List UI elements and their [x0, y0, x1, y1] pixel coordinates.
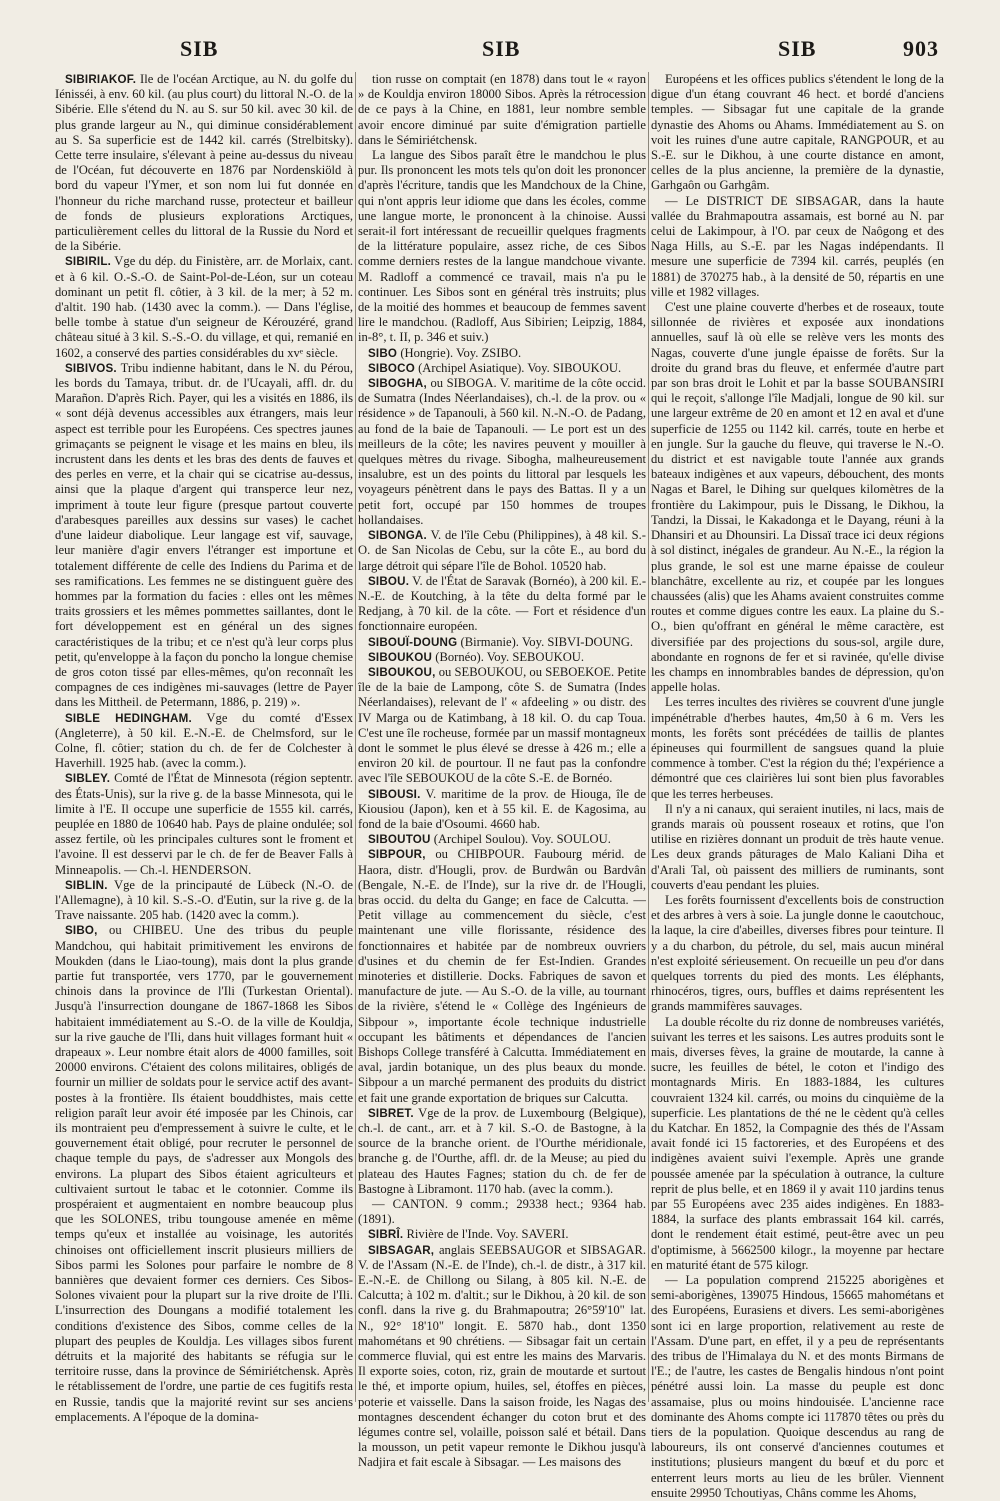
entry-text: Vge de la principauté de Lübeck (N.-O. de l'Allemagne), à 10 kil. S.-S.-O. d'Eutin, sur la rive g. de la Trave naissante. 205 hab. (1420 avec la comm.). [55, 877, 354, 923]
entry-text: anglais SEEBSAUGOR et SIBSAGAR. V. de l'Assam (N.-E. de l'Inde), ch.-l. de distr., à 317 kil. E.-N.-E. de Chillong ou Silang, à 805 kil. N.-E. de Calcutta; à 102 m. d'altit.; sur le Dikhou, à 20 kil. de son confl. dans la rive g. du Brahmapoutra; 26°59'10" lat. N., 92° 18'10" longit. E. 5870 hab., dont 1350 mahométans et 90 chrétiens. — Sibsagar fait un certain commerce fluvial, qui est entre les mains des Marvaris. Il exporte soies, coton, riz, grain de moutarde et surtout le thé, et importe opium, huiles, sel, étoffes en pièces, poterie et vaisselle. Dans la saison froide, les Nagas des montagnes descendent échanger du coton brut et des légumes contre sel, volaille, poisson salé et bétail. Dans la mousson, un petit vapeur remonte le Dikhou jusqu'à Nadjira et fait escale à Sibsagar. — Les maisons des [358, 1242, 646, 1470]
dictionary-entry [358, 1227, 646, 1242]
dictionary-entry [55, 711, 353, 772]
dictionary-entry [358, 650, 646, 665]
entry-text: ou SEBOUKOU, ou SEBOEKOE. Petite île de la baie de Lampong, côte S. de Sumatra (Indes Néerlandaises), relevant de l' « afdeeling » ou distr. des IV Marga ou de Katimbang, à 18 kil. O. du cap Toua. C'est une île rocheuse, formée par un massif montagneux dont le sommet le plus élevé se dresse à 426 m.; elle a environ 20 kil. de pourtour. Il ne faut pas la confondre avec l'île SEBOUKOU de la côte S.-E. de Bornéo. [358, 664, 646, 786]
entry-text: Vge du dép. du Finistère, arr. de Morlaix, cant. et à 6 kil. O.-S.-O. de Saint-Pol-de-Léon, sur un coteau dominant un petit fl. côtier, à 3 kil. de la mer; à 52 m. d'altit. 190 hab. (1430 avec la comm.). — Dans l'église, belle tombe à statue d'un seigneur de Kérouzéré, grand château situé à 3 kil. S.-S.-O. du village, et qui, remanié en 1602, a conservé des parties considérables du xvᵉ siècle. [55, 254, 353, 360]
entry-text: Les forêts fournissent d'excellents bois de construction et des arbres à vers à soie. La jungle donne le caoutchouc, la laque, la cire d'abeilles, diverses fibres pour teinture. Il y a du charbon, du pétrole, du sel, mais aucun minéral n'est exploité sérieusement. On recueille un peu d'or dans quelques torrents du pied des monts. Les éléphants, rhinocéros, tigres, ours, buffles et daims représentent les grands mammifères sauvages. [651, 892, 944, 1014]
entry-headword: SIBSAGAR, [368, 1243, 435, 1257]
dictionary-entry [358, 148, 646, 346]
column-3 [651, 72, 944, 1500]
dictionary-entry [358, 1197, 646, 1227]
dictionary-entry [55, 771, 353, 877]
entry-headword: SIBOUKOU [368, 650, 433, 664]
dictionary-entry [651, 1015, 944, 1273]
running-head-center: SIB [482, 36, 521, 61]
entry-headword: SIBRET. [368, 1106, 414, 1120]
dictionary-entry [358, 847, 646, 1105]
entry-headword: SIBOUSI. [368, 787, 421, 801]
dictionary-entry [55, 254, 353, 360]
entry-headword: SIBLIN. [65, 878, 108, 892]
entry-text: — CANTON. 9 comm.; 29338 hect.; 9364 hab. (1891). [358, 1197, 646, 1227]
dictionary-entry [651, 695, 944, 801]
dictionary-entry [358, 635, 646, 650]
entry-text: Tribu indienne habitant, dans le N. du Pérou, les bords du Tamaya, tribut. dr. de l'Ucayali, affl. dr. du Marañon. D'après Rich. Payer, qui les a visités en 1886, ils « sont déjà devenus accessibles aux étrangers, mais leur aspect est terrible pour les Européens. Ces spectres jaunes grimaçants se peignent le visage et les mains en bleu, ils incrustent dans les dents et les bras des dents de fauves et des perles en verre, et la chair qui se cicatrise au-dessus, ainsi que la plaque d'argent qui transperce leur nez, impriment à toute leur figure (presque partout couverte d'arabesques pareilles aux dessins sur vases) le cachet d'une laideur diabolique. Leur langage est vif, sauvage, leur manière d'agir envers l'étranger est importune et totalement différente de celle des Indiens du Parima et de ses ramifications. Les femmes ne se distinguent guère des hommes par la formation du facies : elles ont les mêmes traits grossiers et les mêmes pommettes saillantes, dont le fort développement est en général un des signes caractéristiques de la tribu; et ce n'est qu'à leur corps plus petit, qu'enveloppe à la façon du poncho la longue chemise de gros coton tissé par elles-mêmes, qu'on reconnaît les compagnes de ces indigènes mi-sauvages (lettre de Payer dans les Mittheil. de Petermann, 1886, p. 219) ». [55, 360, 354, 710]
entry-headword: SIBOCO [368, 361, 415, 375]
entry-text: (Bornéo). Voy. SEBOUKOU. [435, 649, 585, 664]
dictionary-entry [358, 665, 646, 787]
dictionary-entry [358, 376, 646, 528]
entry-text: Il n'y a ni canaux, qui seraient inutiles, ni lacs, mais de grands marais où poussent roseaux et rotins, que l'on utilise en rizières donnant un produit de très haute venue. Les deux grands pâturages de Malo Kaliani Diha et d'Arali Tal, où paissent des milliers de ruminants, sont couverts d'eau pendant les pluies. [651, 801, 944, 892]
dictionary-entry [55, 878, 353, 924]
entry-text: ou CHIBEU. Une des tribus du peuple Mandchou, qui habitait primitivement les environs de Moukden (dans le Liao-toung), mais dont la plus grande partie fut transportée, vers 1770, par le gouvernement chinois dans la province de l'Ili (Turkestan Oriental). Jusqu'à l'insurrection doungane de 1867-1868 les Sibos habitaient immédiatement au S.-O. de la ville de Kouldja, sur la rive gauche de l'Ili, dans huit villages formant huit « drapeaux ». Leur nombre était alors de 4000 familles, soit 20000 environs. C'étaient des colons militaires, obligés de fournir un millier de soldats pour le service actif des avant-postes à la frontière. Ils étaient bouddhistes, mais cette religion paraît leur avoir été imposée par les Chinois, car ils montraient peu d'empressement à suivre le culte, et le gouvernement était obligé, pour recruter le personnel de chaque temple du pays, de s'adresser aux Mongols des environs. La plupart des Sibos étaient agriculteurs et cultivaient surtout le tabac et le cotonnier. Comme ils prospéraient et augmentaient en nombre beaucoup plus que les SOLONES, tribu toungouse amenée en même temps qu'eux et installée au voisinage, les autorités chinoises ont officiellement inscrit plusieurs milliers de Sibos parmi les Solones pour parfaire le nombre de 8 bannières que devaient former ces derniers. Ces Sibos-Solones vivaient pour la plupart sur la rive droite de l'Ili. L'insurrection des Doungans a modifié totalement les conditions d'existence des Sibos, comme celles de la plupart des peuples de Kouldja. Les villages sibos furent détruits et la majorité des habitants se réfugia sur le territoire russe, dans la province de Sémiriétchensk. Après le rétablissement de l'ordre, une partie de ces fugitifs resta en Russie, tandis que la majorité revint sur ses anciens emplacements. A l'époque de la domina- [55, 923, 353, 1424]
column-1 [55, 72, 354, 1424]
entry-text: Les terres incultes des rivières se couvrent d'une jungle impénétrable d'herbes hautes, 4m,50 à 6 m. Vers les monts, les forêts sont précédées de taillis de plantes épineuses qui fourmillent de sangsues quand la pluie commence à tomber. C'est la région du thé; l'expérience a démontré que ces clairières lui sont bien plus favorables que les terres herbeuses. [651, 695, 944, 801]
entry-headword: SIBOUKOU, [368, 665, 436, 679]
entry-text: La double récolte du riz donne de nombreuses variétés, suivant les terres et les saisons. Les autres produits sont le mais, diverses fèves, la graine de moutarde, la canne à sucre, les feuilles de bétel, le coton et l'indigo des montagnards Miris. En 1883-1884, les cultures couvraient 1324 kil. carrés, ou moins du cinquième de la superficie. Les plantations de thé ne le cèdent qu'à celles du Katchar. En 1852, la Compagnie des thés de l'Assam avait fondé ici 15 factoreries, et des Européens et des indigènes avaient suivi l'exemple. Après une grande poussée amenée par la spéculation à outrance, la culture reprit de plus belle, et en 1869 il y avait 110 jardins tenus par 55 Européens avec 235 aides indigènes. En 1883-1884, la surface des plants embrassait 164 kil. carrés, dont le rendement était estimé, peut-être avec un peu d'optimisme, à 5662500 kilogr., la moyenne par hectare en maturité étant de 575 kilogr. [651, 1014, 944, 1272]
entry-text: Vge du comté d'Essex (Angleterre), à 50 kil. E.-N.-E. de Chelmsford, sur le Colne, fl. côtier; station du ch. de fer de Colchester à Haverhill. 1925 hab. (avec la comm.). [55, 710, 353, 771]
entry-text: ou SIBOGA. V. maritime de la côte occid. de Sumatra (Indes Néerlandaises), ch.-l. de la prov. ou « résidence » de Tapanouli, à 560 kil. N.-N.-O. de Padang, au fond de la baie de Tapanouli. — Le port est un des meilleurs de la côte; les navires peuvent y mouiller à quelques mètres du rivage. Sibogha, malheureusement insalubre, est un des points du littoral par lesquels les voyageurs pénètrent dans le pays des Battas. Il y a un petit fort, occupé par 150 hommes de troupes hollandaises. [358, 376, 646, 527]
dictionary-entry [651, 300, 944, 695]
entry-text: Rivière de l'Inde. Voy. SAVERI. [406, 1227, 569, 1242]
dictionary-entry [651, 72, 944, 194]
dictionary-entry [358, 1106, 646, 1197]
dictionary-entry [358, 832, 646, 847]
entry-text: — Le DISTRICT DE SIBSAGAR, dans la haute vallée du Brahmapoutra assamais, est borné au N. par celui de Lakimpour, à l'O. par ceux de Naôgong et des Naga Hills, au S.-E. par les Nagas indépendants. Il mesure une superficie de 7394 kil. carrés, peuplés (en 1881) de 370275 hab., à la densité de 50, répartis en une ville et 1982 villages. [651, 193, 944, 299]
entry-text: (Birmanie). Voy. SIBVI-DOUNG. [460, 634, 634, 649]
entry-text: ou CHIBPOUR. Faubourg mérid. de Haora, distr. d'Hougli, prov. de Burdwân ou Bardvân (Bengale, N.-E. de l'Inde), sur la rive dr. de l'Hougli, bras occid. du delta du Gange; en face de Calcutta. — Petit village au commencement du siècle, c'est maintenant une ville florissante, résidence des fonctionnaires et habitée par de nombreux ouvriers d'usines et du chemin de fer Est-Indien. Grandes minoteries et distillerie. Docks. Fabriques de savon et manufacture de jute. — Au S.-O. de la ville, au tournant de la rivière, s'étend le « Collège des Ingénieurs de Sibpour », importante école technique industrielle occupant les bâtiments et dépendances de l'ancien Bishops College transféré à Calcutta. Immédiatement en aval, jardin botanique, un des plus beaux du monde. Sibpour a un marché permanent des produits du district et fait une grande exportation de briques sur Calcutta. [358, 847, 646, 1105]
entry-headword: SIBLEY. [65, 772, 111, 786]
entry-headword: SIBPOUR, [368, 848, 426, 862]
entry-text: Vge de la prov. de Luxembourg (Belgique), ch.-l. de cant., arr. et à 7 kil. S.-O. de Bastogne, à la source de la branche orient. de l'Ourthe méridionale, branche g. de l'Ourthe, affl. dr. de la Meuse; au pied du plateau des Hautes Fagnes; station du ch. de fer de Bastogne à Libramont. 1170 hab. (avec la comm.). [358, 1105, 647, 1196]
dictionary-entry [55, 923, 353, 1425]
entry-text: V. maritime de la prov. de Hiouga, île de Kiousiou (Japon), ken et à 55 kil. E. de Kagosima, au fond de la baie d'Osoumi. 4660 hab. [358, 786, 647, 831]
column-divider [648, 72, 649, 1402]
dictionary-entry [358, 787, 646, 833]
entry-text: La langue des Sibos paraît être le mandchou le plus pur. Ils prononcent les mots tels qu'on doit les prononcer d'après l'écriture, tandis que les Mandchoux de la Chine, qui n'ont appris leur idiome que dans les écoles, comme une langue morte, le prononcent à la chinoise. Aussi serait-il fort intéressant de recueillir quelques fragments de la littérature populaire, assez riche, de ces Sibos comme derniers restes de la langue mandchoue vivante. M. Radloff a commencé ce travail, mais n'a pu le continuer. Les Sibos sont en général très instruits; plus de la moitié des hommes et beaucoup de femmes savent lire le mandchou. (Radloff, Aus Sibirien; Leipzig, 1884, in-8°, t. II, p. 346 et suiv.) [358, 148, 646, 345]
dictionary-entry [55, 72, 353, 254]
entry-headword: SIBIRIAKOF. [65, 73, 137, 86]
entry-text: (Hongrie). Voy. ZSIBO. [400, 345, 522, 360]
dictionary-entry [358, 528, 646, 574]
entry-text: tion russe on comptait (en 1878) dans tout le « rayon » de Kouldja environ 18000 Sibos. Après la rétrocession de ce pays à la Chine, en 1881, leur nombre semble avoir encore diminué par suite d'émigration partielle dans le Sémiriétchensk. [358, 72, 646, 147]
entry-text: V. de l'État de Saravak (Bornéo), à 200 kil. E.-N.-E. de Koutching, à la tête du delta formé par le Redjang, à 70 kil. de la côte. — Fort et résidence d'un fonctionnaire européen. [358, 573, 647, 634]
entry-headword: SIBOUÏ-DOUNG [368, 635, 458, 649]
entry-text: (Archipel Soulou). Voy. SOULOU. [433, 832, 611, 847]
entry-text: Comté de l'État de Minnesota (région septentr. des États-Unis), sur la rive g. de la basse Minnesota, qui le limite à l'E. Il occupe une superficie de 1555 kil. carrés, peuplée en 1880 de 10640 hab. Pays de plaine ondulée; sol assez fertile, où les principales cultures sont le froment et l'avoine. Il est desservi par le ch. de fer de Beaver Falls à Minneapolis. — Ch.-l. HENDERSON. [55, 771, 353, 877]
entry-headword: SIBIVOS. [65, 361, 117, 375]
entry-text: (Archipel Asiatique). Voy. SIBOUKOU. [418, 360, 622, 375]
entry-headword: SIBONGA. [368, 529, 427, 543]
dictionary-entry [358, 346, 646, 361]
dictionary-entry [358, 72, 646, 148]
dictionary-entry [358, 361, 646, 376]
entry-text: Européens et les offices publics s'étendent le long de la digue d'un étang couvrant 46 hect. et bordé d'anciens temples. — Sibsagar fut une capitale de la grande dynastie des Ahoms ou Ahams. Immédiatement au S. on voit les ruines d'une autre capitale, RANGPOUR, et au S.-E. sur le Dikhou, à une courte distance en amont, celles de la plus ancienne, la première de la dynastie, Garhgaôn ou Garhgâm. [651, 72, 944, 193]
column-2 [358, 72, 647, 1470]
entry-text: Ile de l'océan Arctique, au N. du golfe du Iénisséi, à env. 60 kil. (au plus court) du littoral N.-O. de la Sibérie. Elle s'étend du N. au S. sur 50 kil. avec 30 kil. de plus grande largeur au N., qui diminue considérablement au S. Sa superficie est de 1442 kil. carrés (Strelbitsky). Cette terre insulaire, s'élevant à peine au-dessus du niveau de l'Océan, fut découverte en 1876 par Nordenskiöld à bord du vapeur l'Ymer, et son nom lui fut donnée en l'honneur du riche marchand russe, protecteur et bailleur de fonds de plusieurs explorations Arctiques, particulièrement celles du littoral de la Russie du Nord et de la Sibérie. [55, 72, 353, 254]
dictionary-entry [55, 361, 353, 711]
column-divider [355, 72, 356, 1402]
running-head-right: SIB [778, 36, 817, 61]
entry-headword: SIBOUTOU [368, 833, 431, 847]
dictionary-entry [651, 1273, 944, 1501]
entry-headword: SIBRÎ. [368, 1228, 404, 1242]
running-head-left: SIB [180, 36, 219, 61]
page-number: 903 [903, 36, 939, 61]
running-head [0, 36, 1000, 66]
dictionary-entry [651, 194, 944, 300]
entry-headword: SIBO [368, 346, 398, 360]
entry-text: C'est une plaine couverte d'herbes et de roseaux, toute sillonnée de rivières et exposée aux inondations annuelles, sauf là où elle se relève vers les monts des Nagas, couverte d'une jungle épaisse de forêts. Sur la droite du grand bras du fleuve, et enfermée d'autre part par son bras droit le Lohit et par la basse SOUBANSIRI qui le reçoit, s'allonge l'île Madjali, longue de 90 kil. sur une largeur extrême de 20 en amont et 12 en aval et d'une superficie de 1255 ou 1142 kil. carrés, toute en herbe et en jungle. Sur la gauche du fleuve, qui traverse le N.-O. du district et est navigable toute l'année aux grands bateaux indigènes et aux vapeurs, débouchent, des monts Nagas et Barel, le Dihing sur quelques kilomètres de la frontière du Lakimpour, puis le Dissang, le Dikhou, la Tandzi, la Dissai, le Kakadonga et le Dayang, réuni à la Dhansiri et au Dhounsiri. La Dissaï trace ici deux régions à sol distinct, inégales de grandeur. Au N.-E., la région la plus grande, le sol est une marne épaisse de couleur blanchâtre, excellente au riz, et coupée par les longues chaussées (alis) que les Ahams avaient construites comme routes et comme digues contre les eaux. La plaine du S.-O., bien qu'offrant en général le même caractère, est diversifiée par des projections du sous-sol, argile dure, abondante en rognons de fer et si ravinée, qu'elle divise les champs en innombrables bandes de dépression, qu'on appelle holas. [651, 300, 944, 695]
entry-headword: SIBOU. [368, 574, 410, 588]
dictionary-entry [358, 574, 646, 635]
entry-headword: SIBOGHA, [368, 377, 427, 391]
entry-text: V. de l'île Cebu (Philippines), à 48 kil. S.-O. de San Nicolas de Cebu, sur la côte E., au bord du large détroit qui sépare l'île de Bohol. 10520 hab. [358, 528, 646, 573]
entry-headword: SIBLE HEDINGHAM. [65, 711, 192, 725]
dictionary-entry [651, 893, 944, 1015]
dictionary-entry [358, 1243, 646, 1471]
dictionary-entry [651, 802, 944, 893]
entry-headword: SIBO, [65, 924, 98, 938]
entry-headword: SIBIRIL. [65, 255, 112, 269]
entry-text: — La population comprend 215225 aborigènes et semi-aborigènes, 139075 Hindous, 15665 mahométans et des Européens, Eurasiens et divers. Les semi-aborigènes sont ici en large proportion, relativement au reste de l'Assam. D'une part, en effet, il y a peu de représentants des tribus de l'Himalaya du N. et des monts Birmans de l'E.; de l'autre, les castes de Bengalis hindous n'ont point pénétré aussi loin. La masse du peuple est donc assamaise, plus ou moins hindouisée. L'ancienne race dominante des Ahoms compte ici 117870 têtes ou près du tiers de la population. Quoique descendus au rang de laboureurs, ils ont conservé d'anciennes coutumes et institutions; plusieurs mangent du bœuf et du porc et enterrent leurs morts au lieu de les brûler. Viennent ensuite 29950 Tchoutiyas, Châns comme les Ahoms, [651, 1273, 944, 1500]
